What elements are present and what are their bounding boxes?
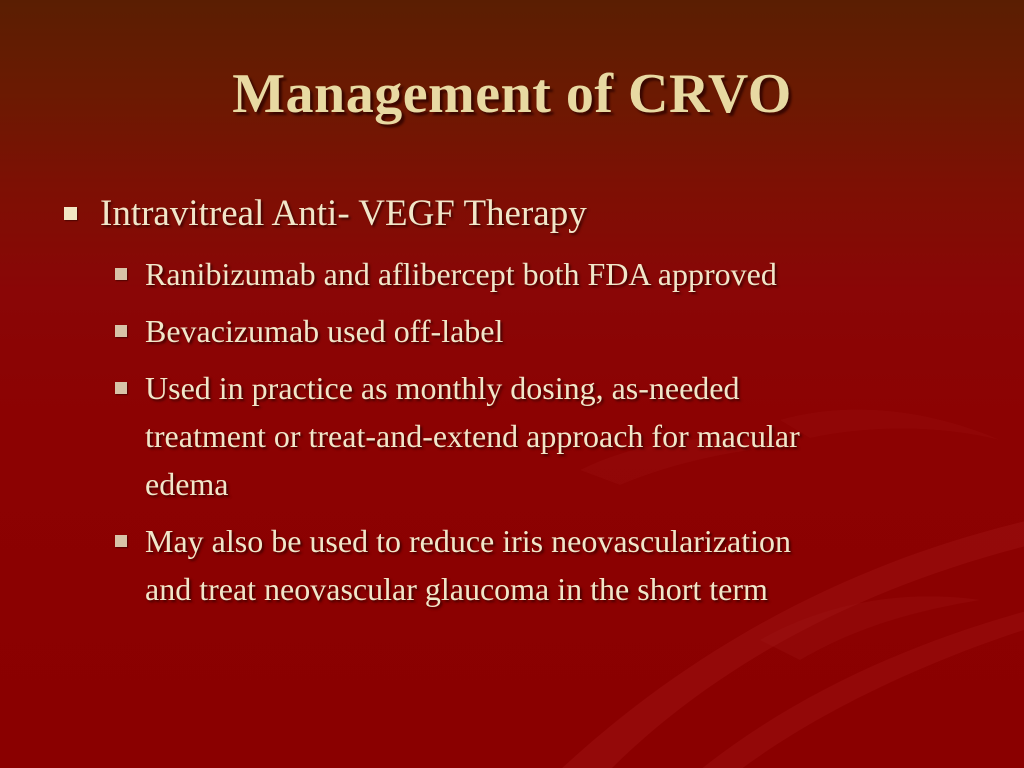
slide-title: Management of CRVO xyxy=(232,63,792,125)
bullet-intravitreal-therapy xyxy=(60,190,980,238)
sub-bullet-text: Ranibizumab and aflibercept both FDA approved xyxy=(145,256,777,292)
sub-bullet-off-label xyxy=(145,307,980,355)
sub-bullet-line: treatment or treat-and-extend approach for macular xyxy=(145,418,800,454)
sub-bullet-iris-neovascularization xyxy=(145,517,980,613)
square-bullet-icon xyxy=(115,535,127,547)
sub-bullet-list xyxy=(60,250,980,613)
sub-bullet-line: and treat neovascular glaucoma in the short term xyxy=(145,571,768,607)
square-bullet-icon xyxy=(64,207,77,220)
sub-bullet-dosing-practice xyxy=(145,364,980,508)
sub-bullet-text: Bevacizumab used off-label xyxy=(145,313,504,349)
sub-bullet-line: May also be used to reduce iris neovascularization xyxy=(145,523,791,559)
sub-bullet-line: Used in practice as monthly dosing, as-needed xyxy=(145,370,740,406)
bullet-text: Intravitreal Anti- VEGF Therapy xyxy=(100,193,587,234)
slide-content xyxy=(60,190,980,622)
square-bullet-icon xyxy=(115,382,127,394)
sub-bullet-fda-approved xyxy=(145,250,980,298)
sub-bullet-line: edema xyxy=(145,466,229,502)
square-bullet-icon xyxy=(115,268,127,280)
square-bullet-icon xyxy=(115,325,127,337)
